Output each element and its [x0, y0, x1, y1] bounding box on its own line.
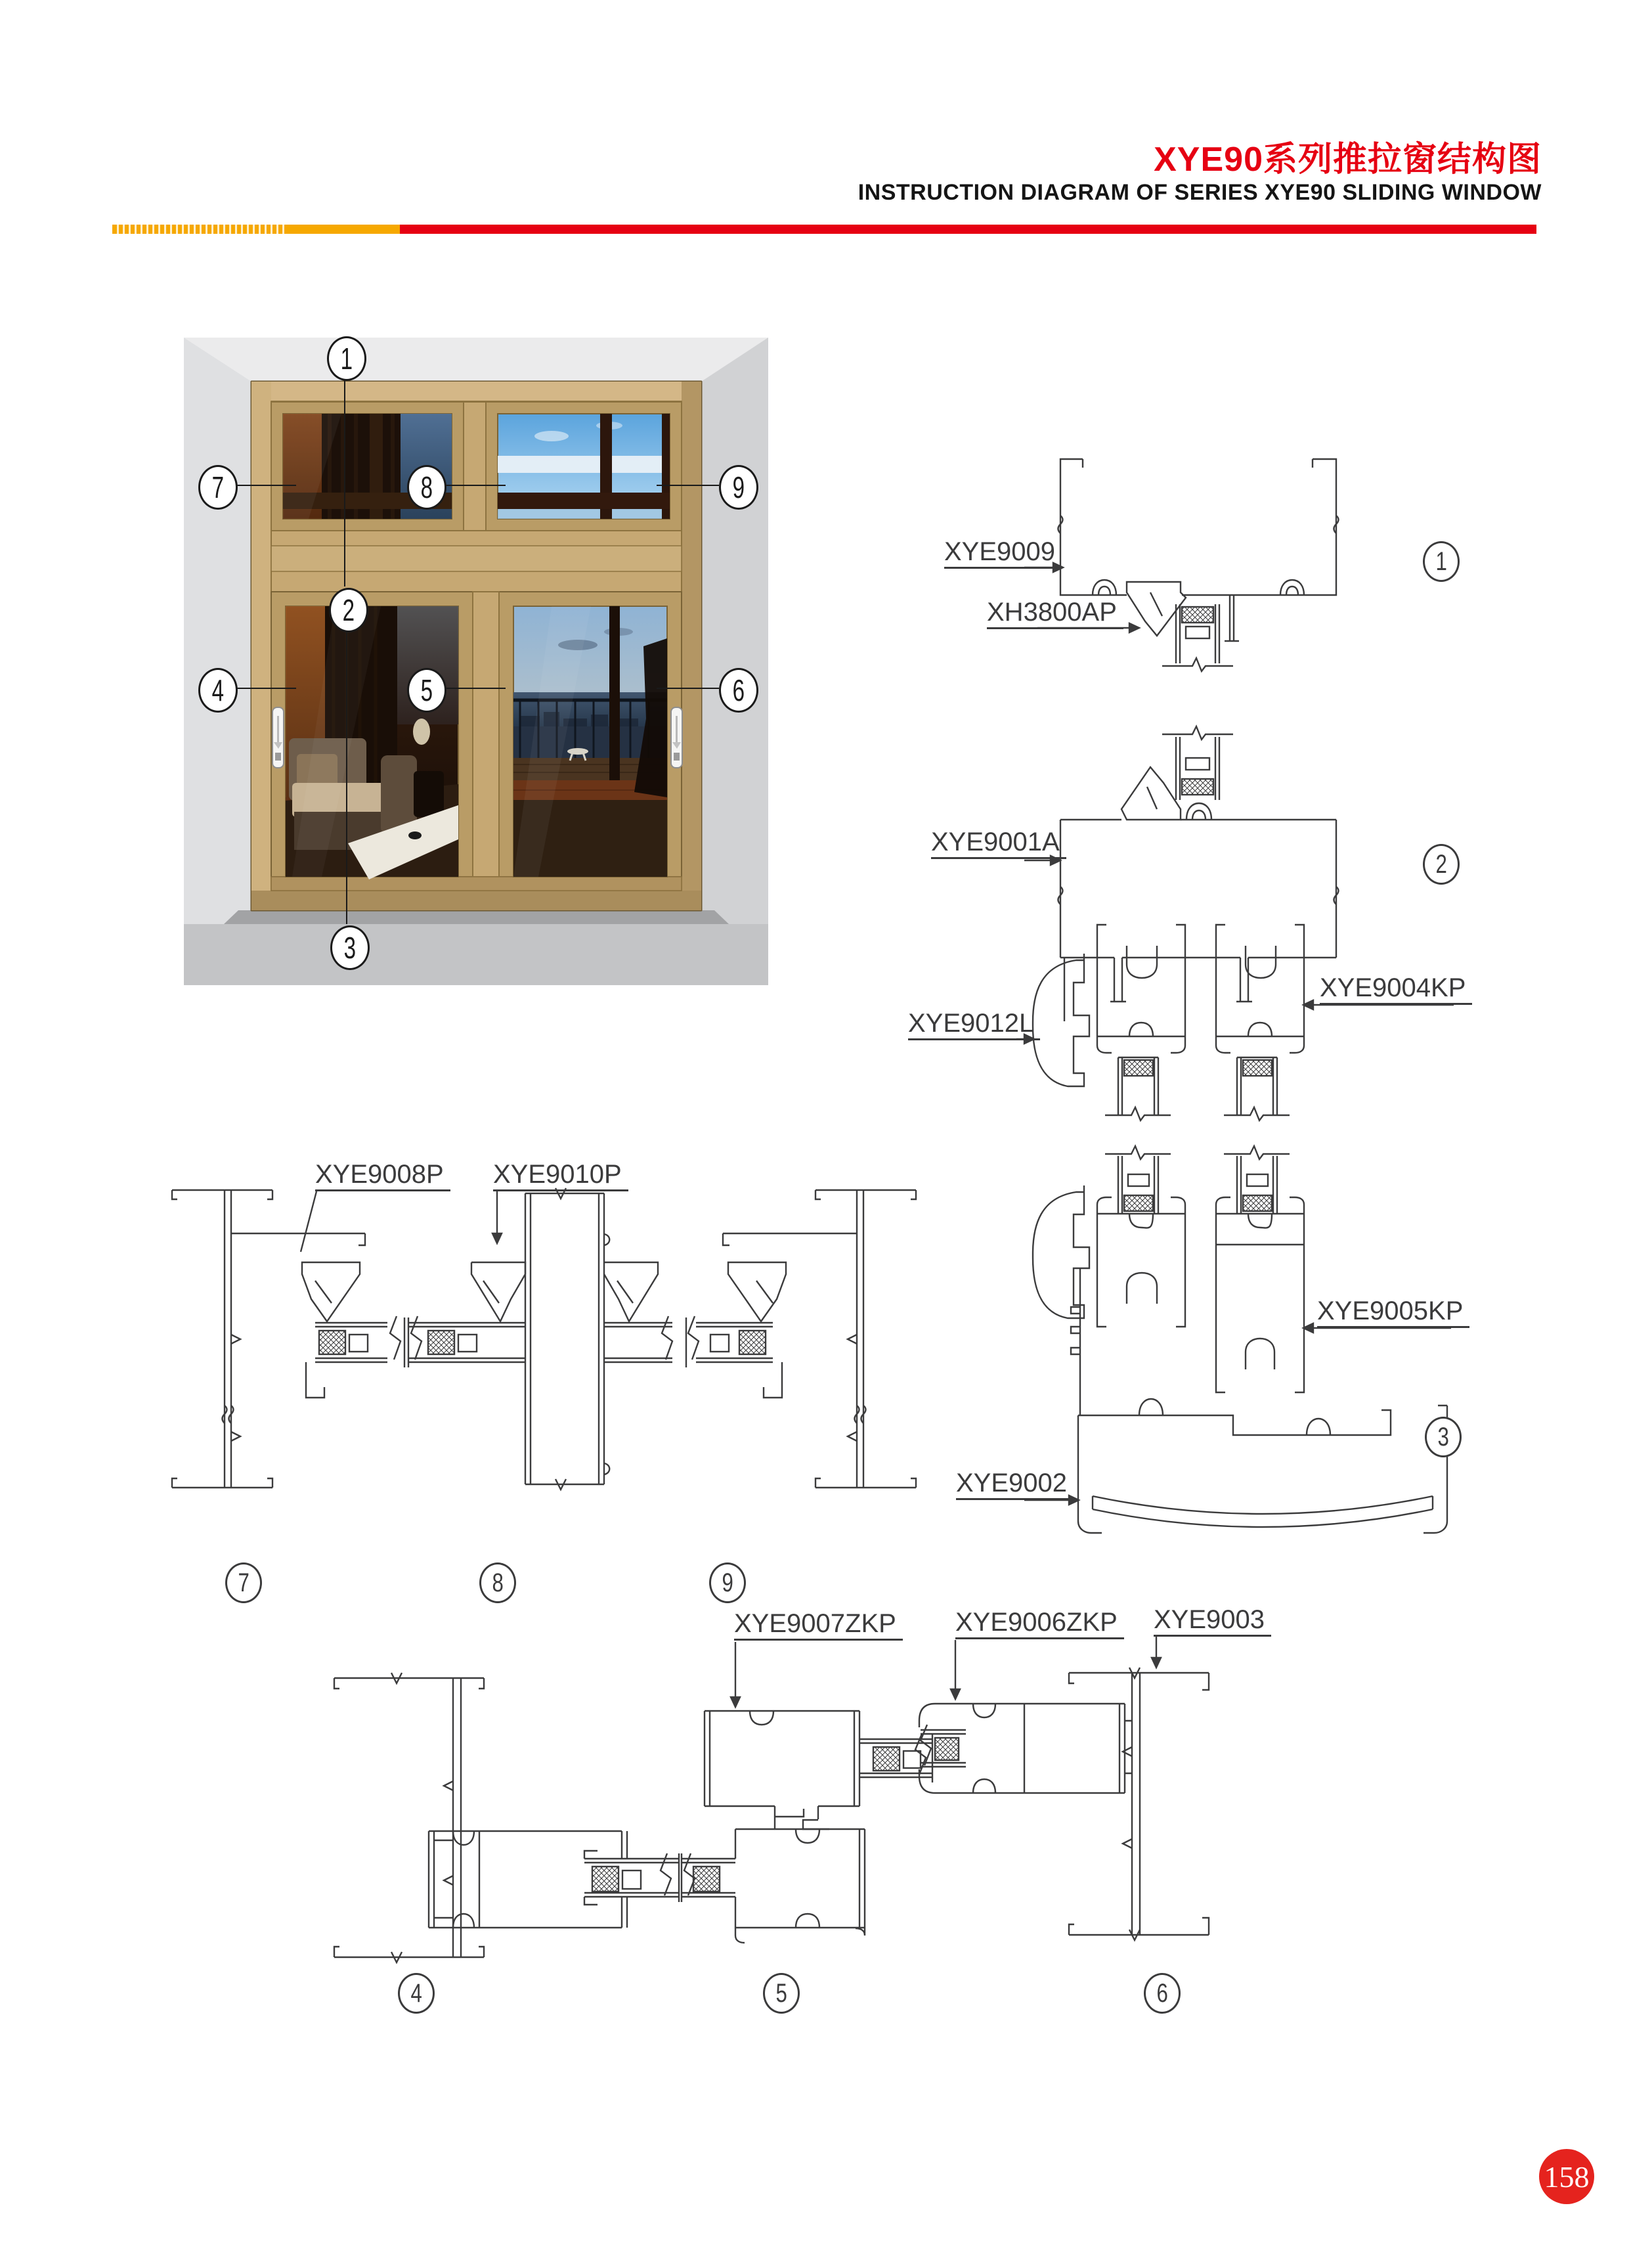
window-callout-1: 1: [327, 336, 366, 381]
detail-7-drawing: [172, 1190, 404, 1488]
page-title-chinese: XYE90系列推拉窗结构图: [1154, 141, 1542, 179]
part-label-xye9009: XYE9009: [944, 539, 1062, 569]
window-callout-3: 3: [330, 925, 370, 970]
part-label-xh3800ap: XH3800AP: [987, 599, 1123, 629]
page-number-badge: [1539, 2149, 1594, 2204]
detail-1-drawing: [1058, 459, 1339, 671]
window-callout-5: 5: [407, 668, 446, 713]
window-callout-2: 2: [329, 588, 368, 632]
detail-marker-5: 5: [763, 1973, 800, 2014]
detail-marker-9: 9: [709, 1562, 746, 1603]
detail-marker-4: 4: [398, 1973, 435, 2014]
detail-marker-7: 7: [225, 1562, 262, 1603]
part-label-xye9006zkp: XYE9006ZKP: [955, 1609, 1124, 1639]
detail-6-drawing: [919, 1668, 1209, 1940]
window-callout-8: 8: [407, 465, 446, 510]
part-label-xye9003: XYE9003: [1154, 1606, 1271, 1637]
detail-5-drawing: [682, 1711, 932, 1943]
detail-marker-8: 8: [479, 1562, 516, 1603]
part-label-xye9008p: XYE9008P: [315, 1161, 450, 1191]
part-label-xye9005kp: XYE9005KP: [1317, 1298, 1469, 1328]
part-label-xye9001a: XYE9001A: [931, 829, 1066, 859]
detail-2-drawing: [1033, 726, 1339, 1120]
label-leaders: [301, 563, 1454, 1707]
window-callout-9: 9: [719, 465, 758, 510]
part-label-xye9007zkp: XYE9007ZKP: [734, 1610, 903, 1641]
window-callout-6: 6: [719, 668, 758, 713]
part-label-xye9012l: XYE9012L: [908, 1010, 1040, 1040]
detail-marker-2: 2: [1423, 844, 1460, 885]
detail-3-drawing: [1033, 1146, 1447, 1533]
window-callout-7: 7: [198, 465, 238, 510]
part-label-xye9010p: XYE9010P: [493, 1161, 628, 1191]
page-number: 158: [1544, 2159, 1590, 2194]
page-title-english: INSTRUCTION DIAGRAM OF SERIES XYE90 SLIDING WINDOW: [858, 180, 1542, 205]
detail-8-drawing: [408, 1188, 672, 1490]
detail-marker-6: 6: [1144, 1973, 1181, 2014]
detail-marker-3: 3: [1425, 1417, 1462, 1457]
part-label-xye9002: XYE9002: [956, 1470, 1074, 1500]
detail-9-drawing: [686, 1190, 916, 1488]
detail-4-drawing: [334, 1673, 679, 1962]
window-callout-4: 4: [198, 668, 238, 713]
callout-leaders: [234, 377, 719, 924]
detail-marker-1: 1: [1423, 541, 1460, 582]
part-label-xye9004kp: XYE9004KP: [1320, 975, 1472, 1005]
